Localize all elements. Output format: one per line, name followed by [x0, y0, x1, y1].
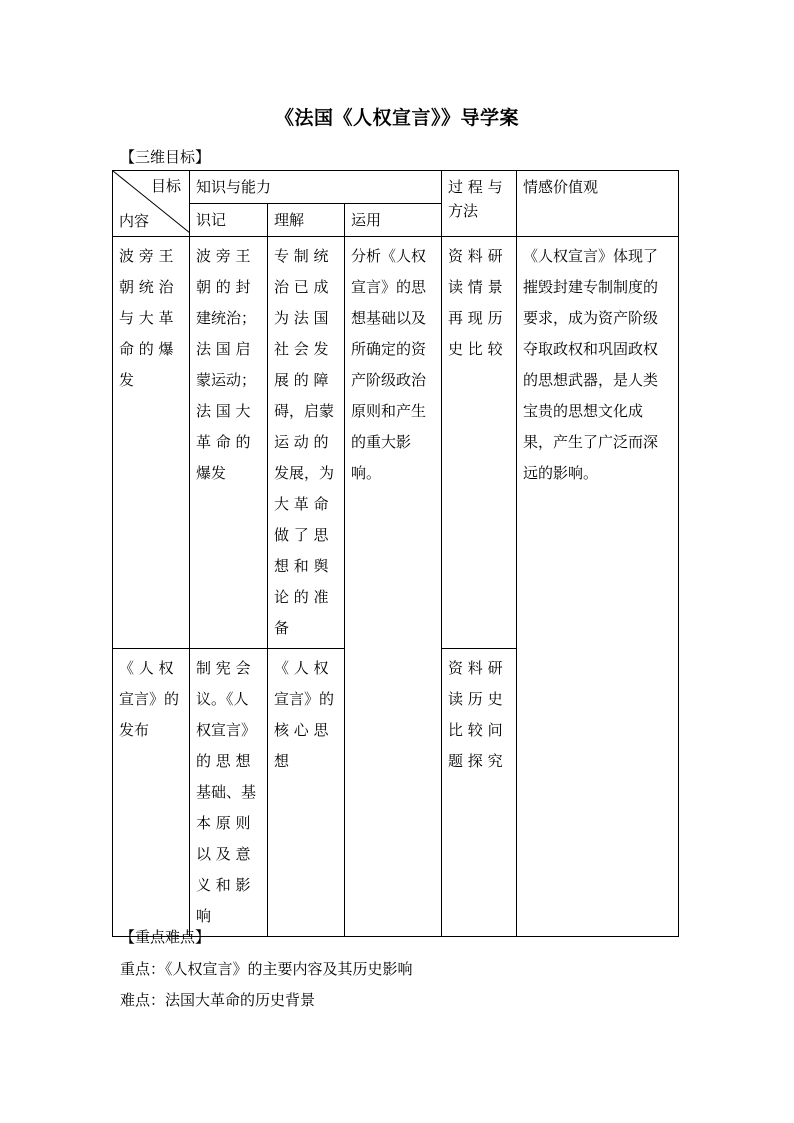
page-title: 《法国《人权宣言》》导学案: [274, 107, 519, 129]
emotion-cell: 《人权宣言》体现了摧毁封建专制制度的要求，成为资产阶级夺取政权和巩固政权的思想武器，是人类宝贵的思想文化成果，产生了广泛而深远的影响。: [517, 237, 679, 937]
header-apply: 运用: [345, 204, 442, 237]
row1-remember: 波 旁 王 朝 的 封 建统治；法 国 启 蒙运动；法 国 大 革 命 的 爆发: [190, 237, 268, 649]
row1-process: 资 料 研 读 情 景 再 现 历 史 比 较: [442, 237, 517, 649]
difficulty-text: 难点：法国大革命的历史背景: [120, 991, 316, 1009]
section-heading-keypoints: 【重点难点】: [120, 928, 211, 946]
corner-label-target: 目标: [150, 177, 181, 195]
key-point-text: 重点：《人权宣言》的主要内容及其历史影响: [120, 960, 413, 978]
row2-process: 资 料 研 读 历 史 比 较 问 题 探 究: [442, 649, 517, 937]
row1-understand: 专 制 统 治 已 成 为 法 国 社 会 发 展 的 障 碍，启蒙 运 动 的 发展，为 大 革 命 做 了 思 想 和 舆 论 的 准 备: [268, 237, 345, 649]
corner-label-content: 内容: [119, 212, 150, 230]
header-understand: 理解: [268, 204, 345, 237]
section-heading-objectives: 【三维目标】: [120, 148, 211, 166]
header-remember: 识记: [190, 204, 268, 237]
header-emotion: 情感价值观: [517, 171, 679, 237]
row1-content: 波 旁 王 朝 统 治 与 大 革 命 的 爆 发: [113, 237, 190, 649]
row2-content: 《 人 权 宣言》的 发布: [113, 649, 190, 937]
header-process: 过 程 与 方法: [442, 171, 517, 237]
row2-remember: 制 宪 会 议。《人 权宣言》 的 思 想 基础、基 本 原 则 以 及 意 义 和 影 响: [190, 649, 268, 937]
table-corner-cell: [113, 171, 190, 237]
header-knowledge: 知识与能力: [190, 171, 442, 204]
row2-understand: 《 人 权 宣言》的 核 心 思 想: [268, 649, 345, 937]
apply-cell: 分析《人权宣言》的思想基础以及所确定的资产阶级政治原则和产生的重大影响。: [345, 237, 442, 937]
objectives-table: [112, 170, 679, 937]
